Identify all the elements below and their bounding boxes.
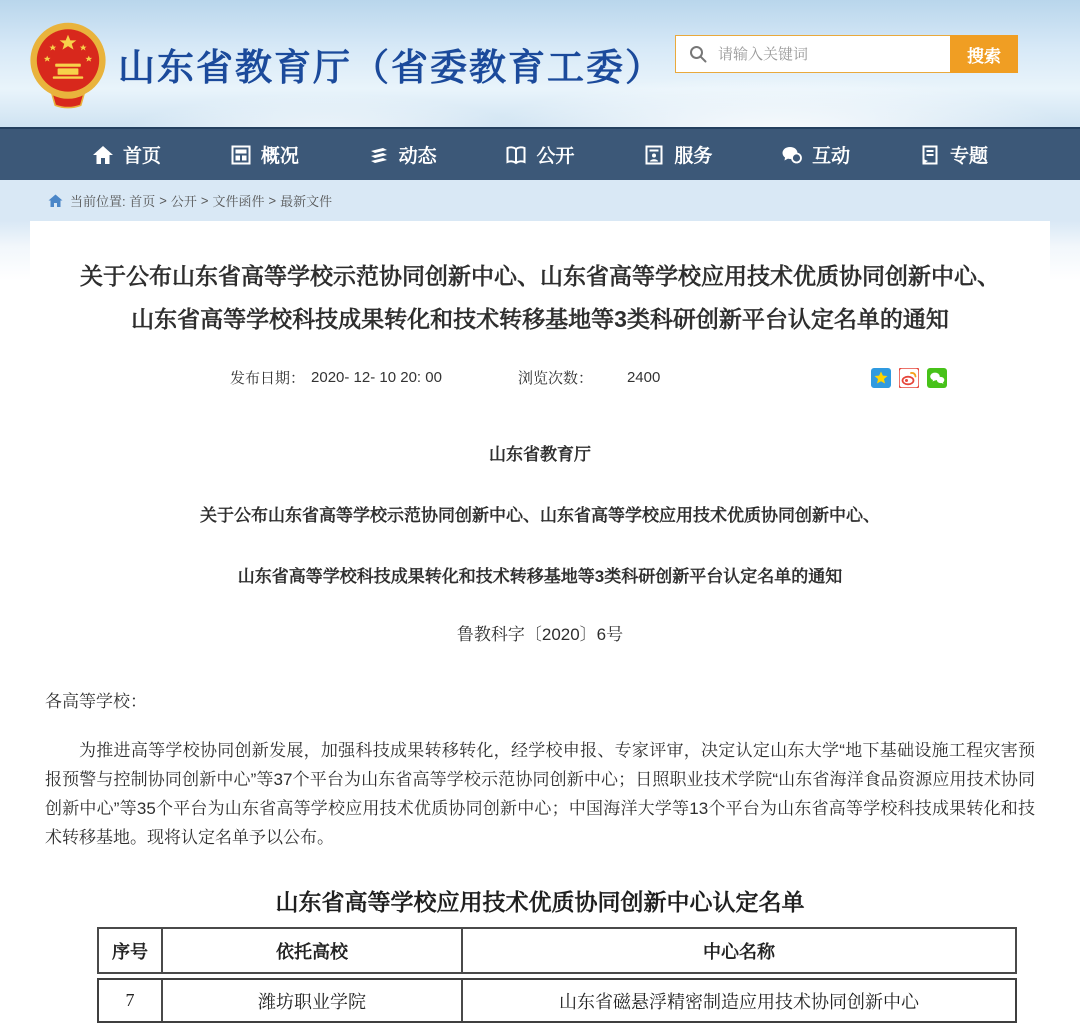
approval-list-table: [97, 927, 1017, 1023]
search-bar: [675, 35, 1018, 73]
chat-bubbles-icon: [781, 144, 803, 166]
breadcrumb-link-public[interactable]: 公开: [170, 194, 197, 209]
search-icon: [688, 44, 708, 64]
column-header-center-name: 中心名称: [703, 941, 775, 962]
column-header-university: 依托高校: [163, 929, 463, 972]
nav-item-public[interactable]: [505, 141, 574, 168]
topics-document-icon: [919, 144, 941, 166]
article-meta: [45, 367, 1035, 388]
table-row: [97, 978, 1017, 1023]
page-title-line1: 关于公布山东省高等学校示范协同创新中心、山东省高等学校应用技术优质协同创新中心、: [80, 263, 1000, 289]
site-title: 山东省教育厅（省委教育工委）: [118, 46, 664, 88]
table-header-row: [97, 927, 1017, 974]
open-book-icon: [505, 144, 527, 166]
breadcrumb: [0, 180, 1080, 221]
nav-label: 动态: [398, 146, 437, 167]
document-title-line1: 关于公布山东省高等学校示范协同创新中心、山东省高等学校应用技术优质协同创新中心、: [200, 506, 880, 525]
nav-item-overview[interactable]: [230, 141, 299, 168]
breadcrumb-home-icon: [48, 194, 63, 208]
share-icons: [871, 368, 947, 388]
nav-label: 服务: [674, 146, 713, 167]
service-clipboard-icon: [643, 144, 665, 166]
national-emblem-icon: [28, 20, 108, 112]
nav-label: 首页: [123, 146, 162, 167]
column-header-seq: 序号: [99, 929, 163, 972]
breadcrumb-prefix: 当前位置:: [70, 194, 126, 209]
publish-date-value: 2020- 12- 10 20: 00: [311, 369, 442, 386]
main-nav: [0, 127, 1080, 180]
weibo-share-icon[interactable]: [899, 368, 919, 388]
page-title: [45, 221, 1035, 341]
nav-item-interact[interactable]: [781, 141, 850, 168]
table-title: 山东省高等学校应用技术优质协同创新中心认定名单: [275, 889, 805, 915]
body-paragraph: 为推进高等学校协同创新发展，加强科技成果转移转化，经学校申报、专家评审，决定认定山东大学“地下基础设施工程灾害预报预警与控制协同创新中心”等37个平台为山东省高等学校示范协同创新中心；日照职业技术学院“山东省海洋食品资源应用技术协同创新中心”等35个平台为山东省高等学校应用技术优质协同创新中心；中国海洋大学等13个平台为山东省高等学校科技成果转化和技术转移基地。现将认定名单予以公布。: [45, 741, 1035, 847]
views-value: 2400: [626, 369, 661, 386]
publish-date-label: 发布日期：: [230, 370, 306, 387]
search-input[interactable]: [716, 38, 950, 70]
nav-item-topics[interactable]: [919, 141, 988, 168]
site-header: [0, 0, 1080, 127]
wechat-share-icon[interactable]: [927, 368, 947, 388]
breadcrumb-separator: >: [159, 193, 167, 208]
breadcrumb-link-home[interactable]: 首页: [129, 194, 156, 209]
article-card: [30, 221, 1050, 1023]
nav-label: 公开: [536, 146, 575, 167]
nav-label: 概况: [260, 146, 299, 167]
nav-item-service[interactable]: [643, 141, 712, 168]
page-title-line2: 山东省高等学校科技成果转化和技术转移基地等3类科研创新平台认定名单的通知: [131, 306, 949, 332]
cell-center-name: 山东省磁悬浮精密制造应用技术协同创新中心: [559, 991, 919, 1012]
breadcrumb-separator: >: [268, 193, 277, 208]
document-issuer: 山东省教育厅: [489, 445, 591, 464]
nav-label: 互动: [812, 146, 851, 167]
document-title-line2: 山东省高等学校科技成果转化和技术转移基地等3类科研创新平台认定名单的通知: [237, 567, 843, 586]
salutation: 各高等学校：: [45, 692, 147, 711]
nav-item-news[interactable]: [368, 141, 437, 168]
document-number: 鲁教科字〔2020〕6号: [456, 625, 624, 644]
cell-seq: 7: [99, 980, 163, 1021]
nav-item-home[interactable]: [92, 141, 161, 168]
search-button[interactable]: 搜索: [950, 35, 1018, 73]
breadcrumb-link-documents[interactable]: 文件函件: [212, 194, 265, 209]
nav-label: 专题: [949, 146, 988, 167]
views-label: 浏览次数：: [517, 370, 593, 387]
news-stack-icon: [368, 144, 390, 166]
qzone-share-icon[interactable]: [871, 368, 891, 388]
overview-icon: [230, 144, 252, 166]
breadcrumb-link-latest[interactable]: 最新文件: [280, 194, 333, 209]
home-icon: [92, 144, 114, 166]
cell-university: 潍坊职业学院: [163, 980, 463, 1021]
breadcrumb-separator: >: [200, 193, 209, 208]
